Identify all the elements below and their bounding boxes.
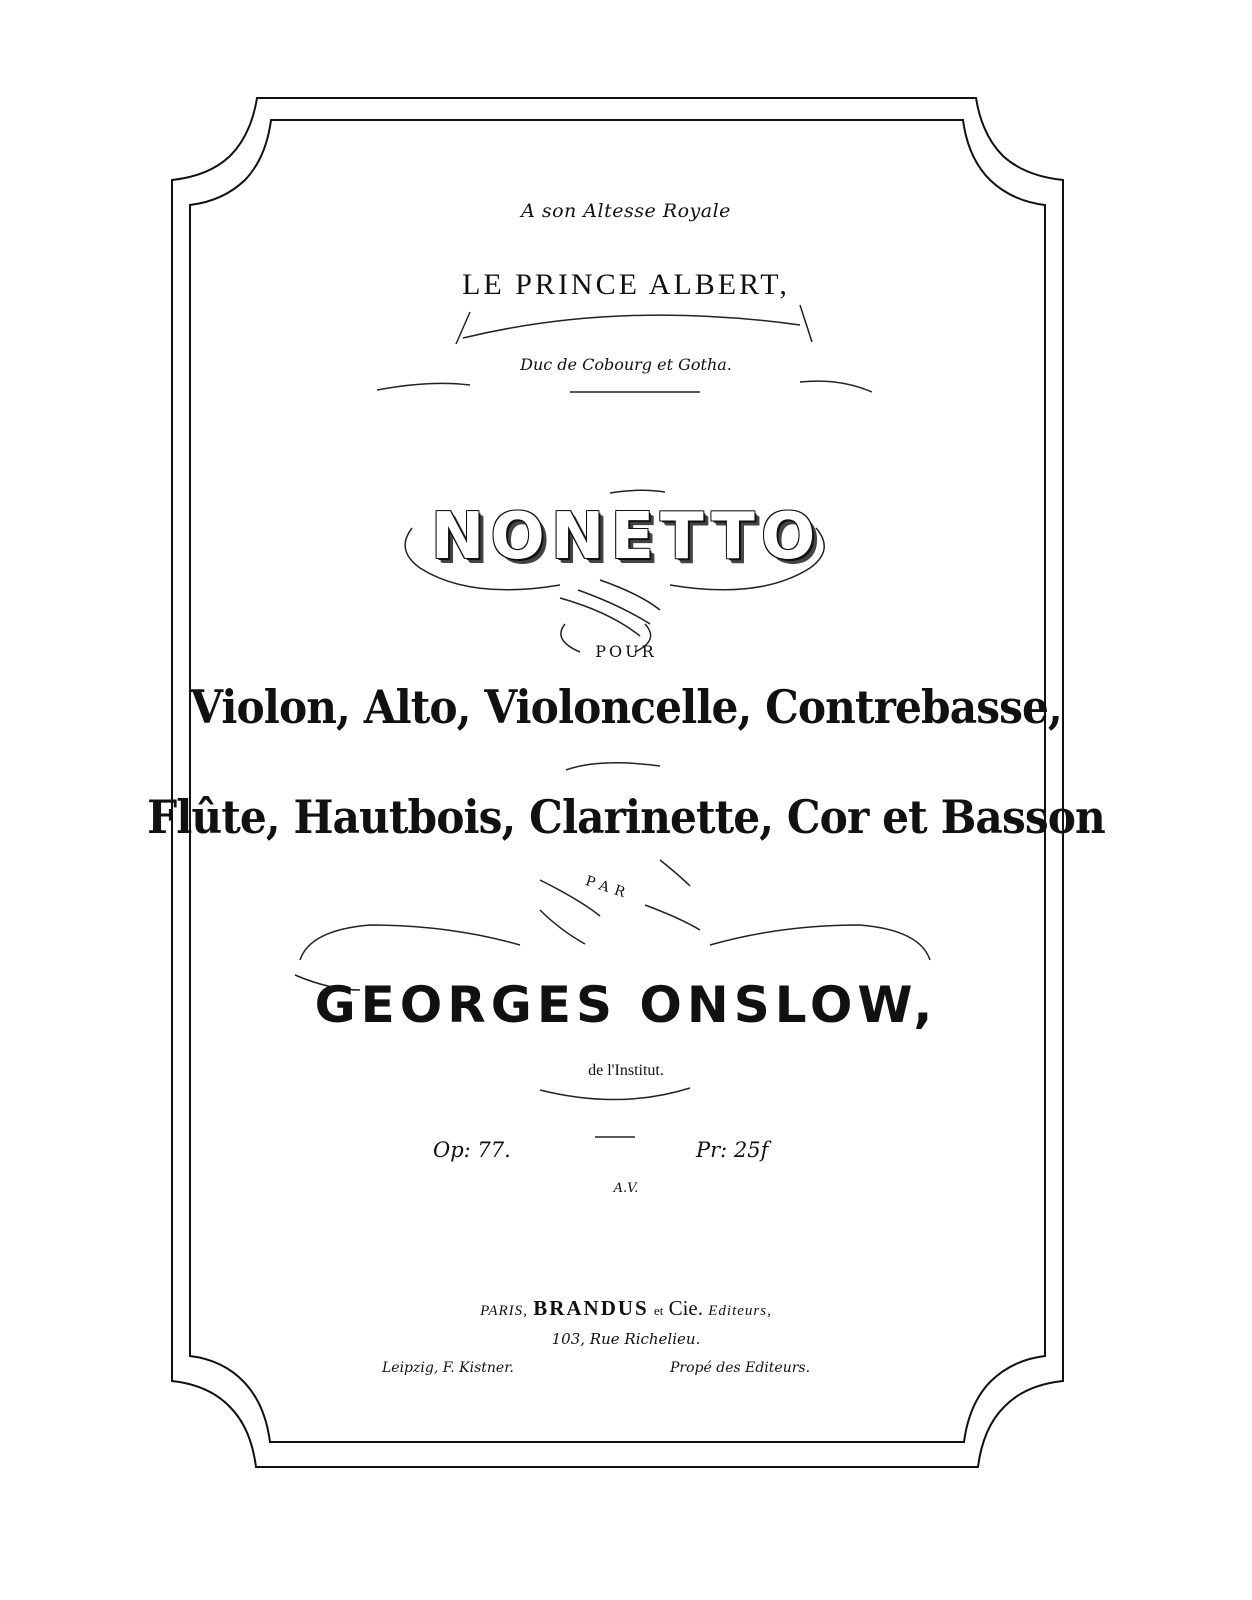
pour-label: POUR [595,642,657,661]
publisher-et: et [653,1303,664,1318]
dedication-line: A son Altesse Royale [521,200,731,222]
composer-affiliation: de l'Institut. [588,1062,664,1079]
dedicatee-title: Duc de Cobourg et Gotha. [520,355,732,374]
publisher-line [0,1296,1252,1321]
composer-name: GEORGES ONSLOW, [314,976,938,1034]
inner-frame [190,120,1045,1442]
instruments-line-2: Flûte, Hautbois, Clarinette, Cor et Basson [147,790,1105,844]
publisher-city: PARIS, [480,1303,528,1319]
leipzig-agent: Leipzig, F. Kistner. [382,1360,514,1376]
dedicatee-name: LE PRINCE ALBERT, [462,268,790,301]
instruments-line-1: Violon, Alto, Violoncelle, Contrebasse, [190,680,1062,734]
publisher-rights: Propé des Editeurs. [670,1360,811,1376]
publisher-mark: A.V. [613,1181,639,1196]
par-label: PAR [583,873,633,903]
work-title: NONETTO [430,500,822,574]
price: Pr: 25f [696,1138,769,1162]
outer-frame [172,98,1063,1467]
publisher-cie: Cie. [668,1296,704,1320]
publisher-name: BRANDUS [533,1296,649,1320]
publisher-address: 103, Rue Richelieu. [551,1330,701,1348]
opus-number: Op: 77. [433,1138,511,1162]
publisher-role: Editeurs, [708,1303,772,1319]
